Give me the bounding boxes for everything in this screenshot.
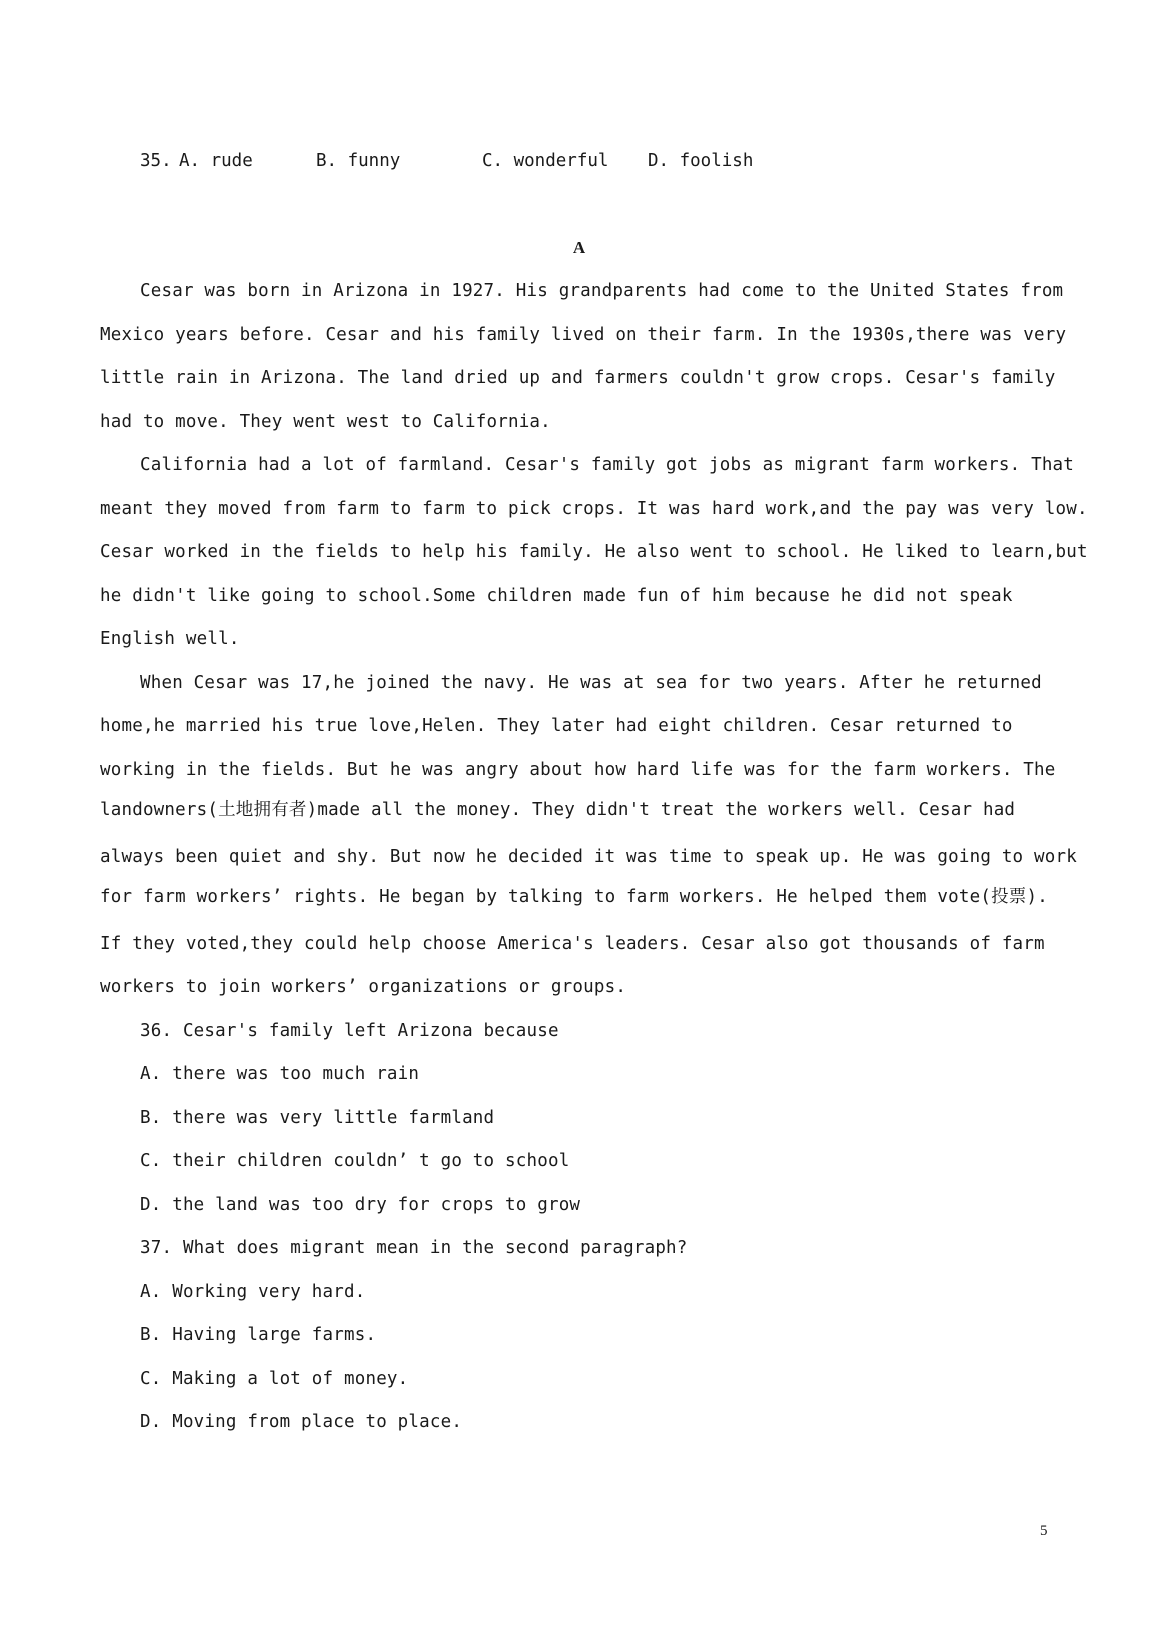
- passage-line: Cesar worked in the fields to help his family. He also went to school. He liked to learn,but: [100, 542, 1088, 562]
- passage-line: meant they moved from farm to farm to pick crops. It was hard work,and the pay was very low.: [100, 499, 1088, 519]
- q35-option-d: D. foolish: [648, 151, 754, 171]
- passage-line: Cesar was born in Arizona in 1927. His grandparents had come to the United States from: [140, 281, 1064, 301]
- q35-number: 35.: [140, 151, 172, 171]
- passage-line: landowners(土地拥有者)made all the money. They didn't treat the workers well. Cesar had: [100, 800, 1016, 820]
- q37-option-a: A. Working very hard.: [140, 1282, 366, 1302]
- passage-line: had to move. They went west to California.: [100, 412, 551, 432]
- passage-line: working in the fields. But he was angry about how hard life was for the farm workers. The: [100, 760, 1056, 780]
- q36-option-a: A. there was too much rain: [140, 1064, 420, 1084]
- passage-line: he didn't like going to school.Some children made fun of him because he did not speak: [100, 586, 1013, 606]
- passage-line: little rain in Arizona. The land dried up and farmers couldn't grow crops. Cesar's family: [100, 368, 1056, 388]
- passage-line: California had a lot of farmland. Cesar's family got jobs as migrant farm workers. That: [140, 455, 1075, 475]
- q37-stem: 37. What does migrant mean in the second paragraph?: [140, 1238, 688, 1258]
- q36-option-b: B. there was very little farmland: [140, 1108, 495, 1128]
- passage-line: always been quiet and shy. But now he decided it was time to speak up. He was going to work: [100, 847, 1077, 867]
- passage-line: for farm workers’ rights. He began by talking to farm workers. He helped them vote(投票).: [100, 887, 1048, 907]
- q35-option-b: B. funny: [316, 151, 401, 171]
- q36-option-c: C. their children couldn’ t go to school: [140, 1151, 570, 1171]
- q37-option-c: C. Making a lot of money.: [140, 1369, 409, 1389]
- passage-line: When Cesar was 17,he joined the navy. He was at sea for two years. After he returned: [140, 673, 1042, 693]
- section-heading: A: [572, 238, 586, 257]
- q35-option-a: A. rude: [179, 151, 253, 171]
- passage-line: home,he married his true love,Helen. They later had eight children. Cesar returned to: [100, 716, 1013, 736]
- page-number: 5: [1040, 1523, 1048, 1539]
- passage-line: If they voted,they could help choose America's leaders. Cesar also got thousands of farm: [100, 934, 1045, 954]
- q35-option-c: C. wonderful: [482, 151, 609, 171]
- q37-option-d: D. Moving from place to place.: [140, 1412, 463, 1432]
- q37-option-b: B. Having large farms.: [140, 1325, 377, 1345]
- q36-stem: 36. Cesar's family left Arizona because: [140, 1021, 559, 1041]
- passage-line: workers to join workers’ organizations or groups.: [100, 977, 627, 997]
- passage-line: English well.: [100, 629, 240, 649]
- passage-line: Mexico years before. Cesar and his family lived on their farm. In the 1930s,there was very: [100, 325, 1067, 345]
- q36-option-d: D. the land was too dry for crops to grow: [140, 1195, 581, 1215]
